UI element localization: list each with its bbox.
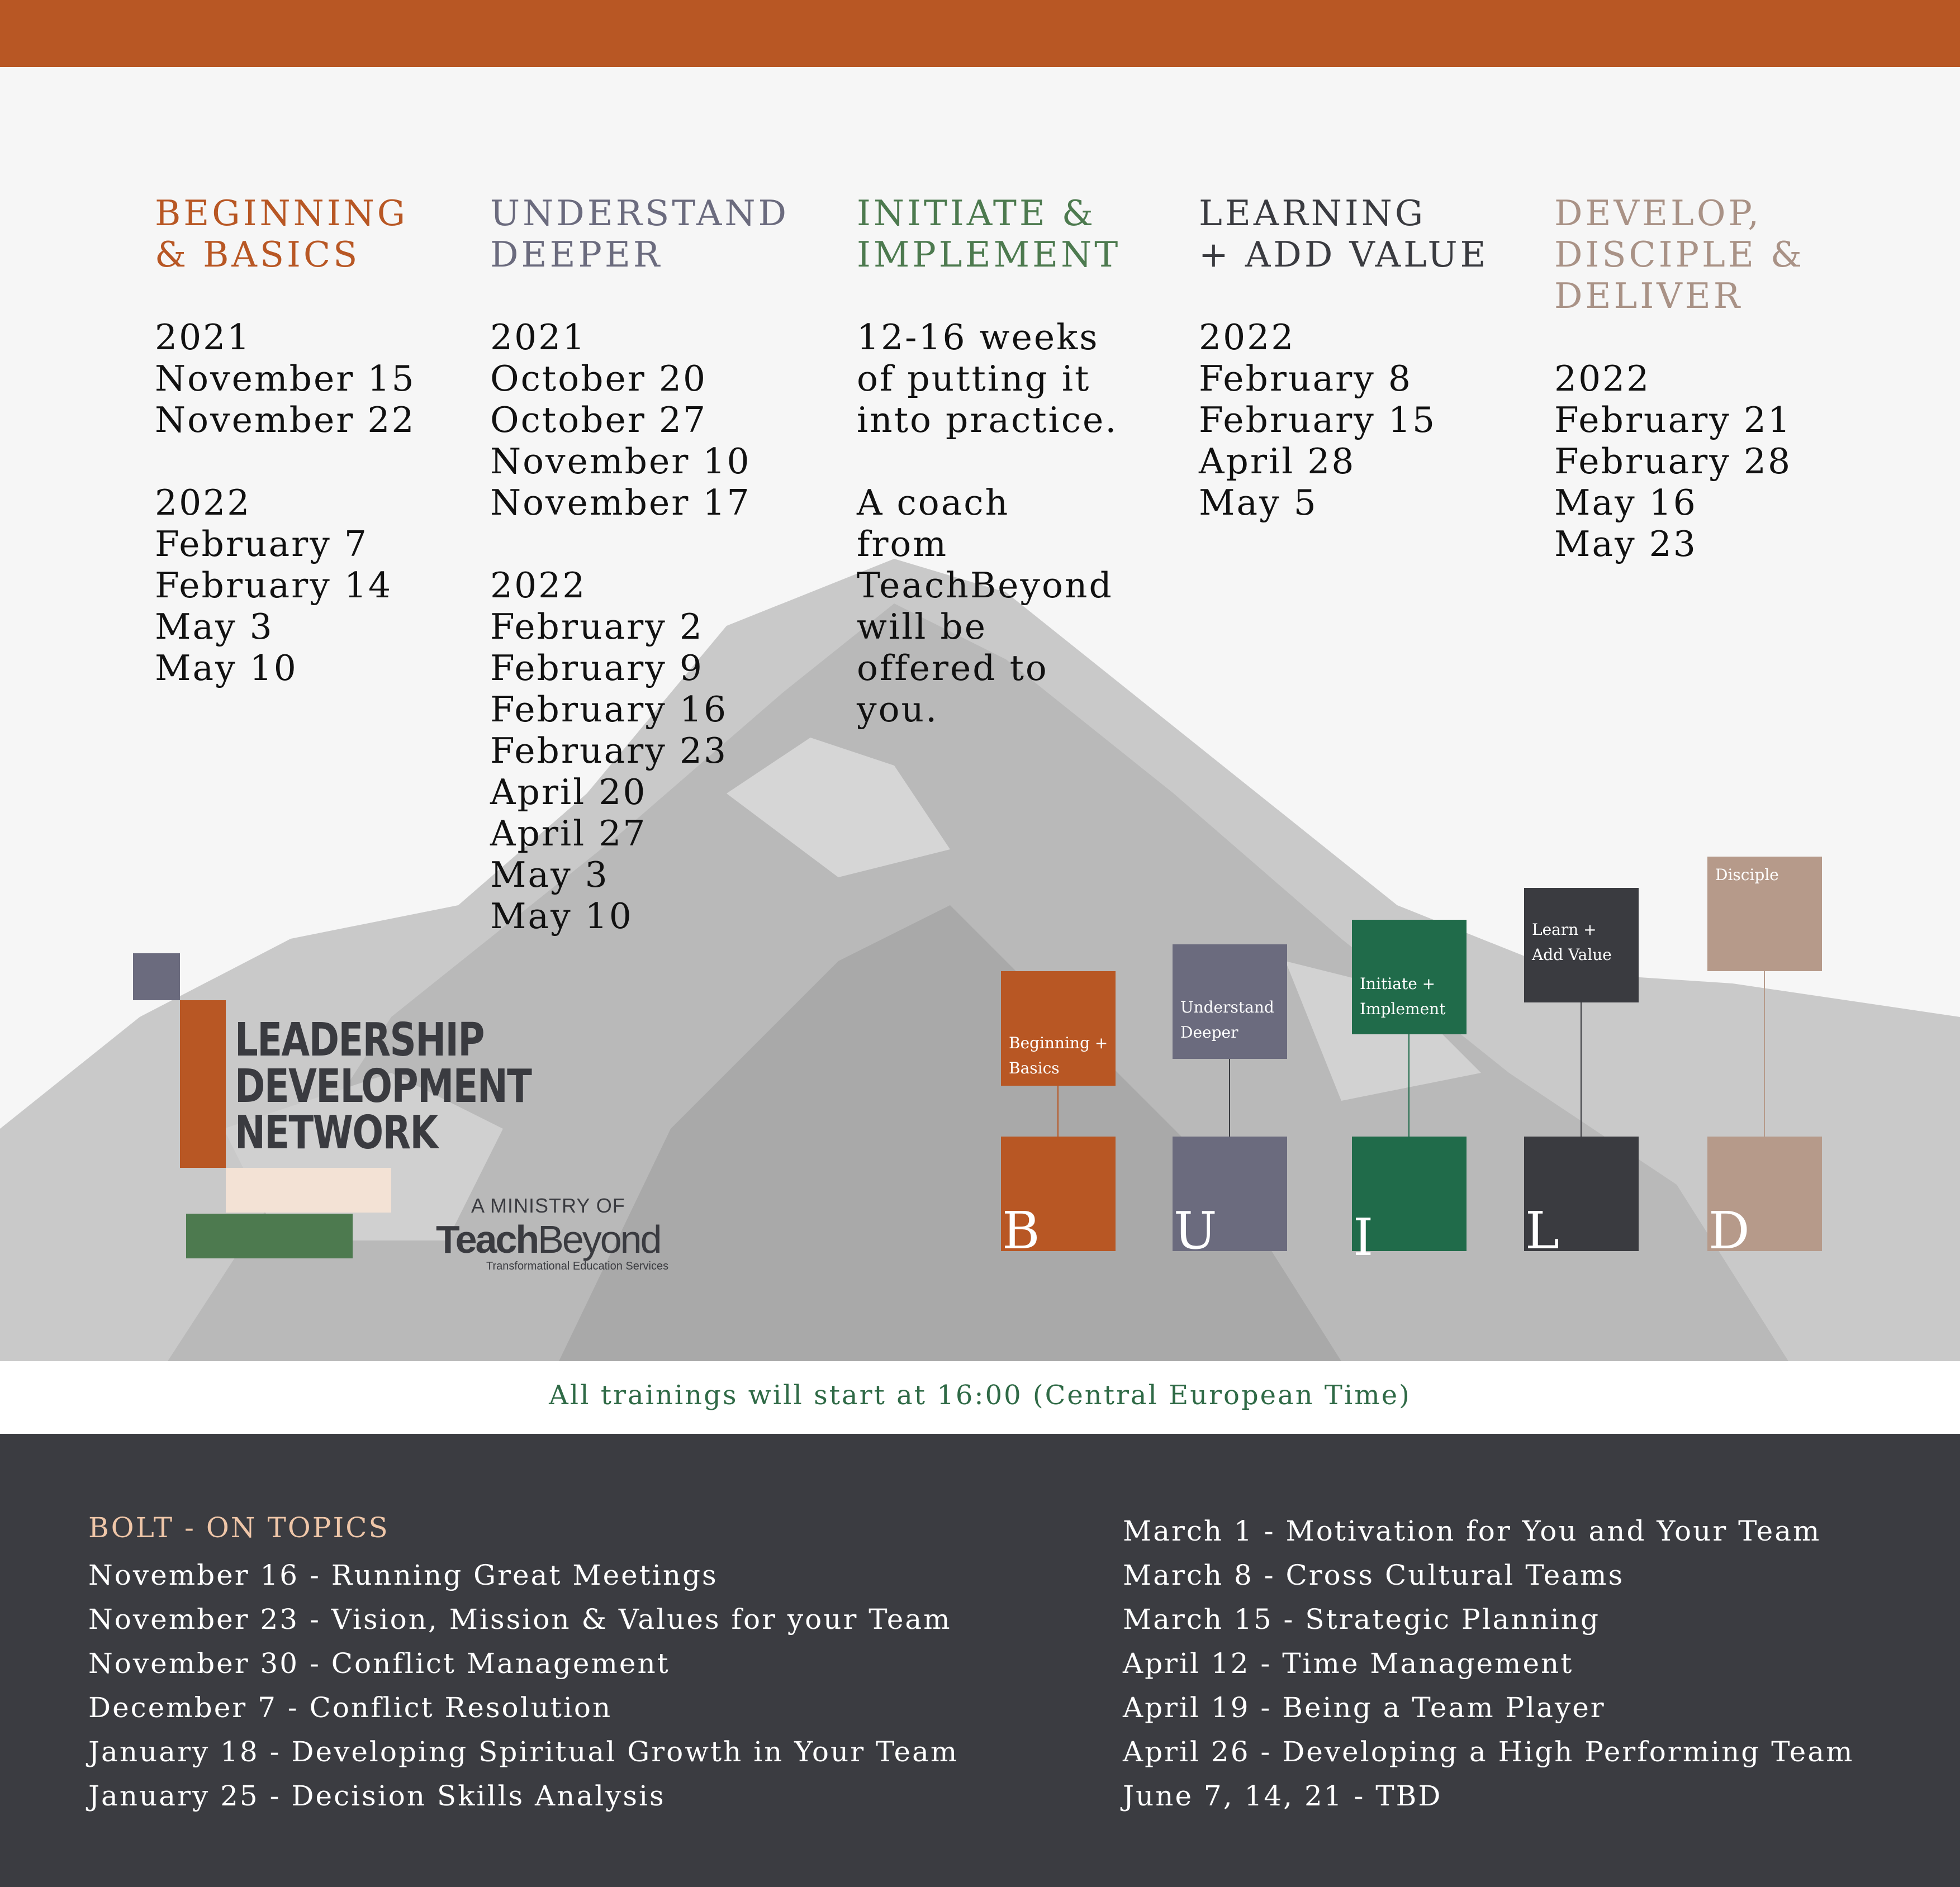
column-line: May 10 [155, 648, 298, 688]
bolt-on-topic: April 19 - Being a Team Player [1123, 1691, 1606, 1724]
column-dates [490, 317, 825, 937]
column-line: of putting it [857, 358, 1091, 399]
stage-connector [1057, 1086, 1059, 1137]
bolt-on-topic: April 26 - Developing a High Performing Team [1123, 1736, 1854, 1768]
column-line: will be [857, 606, 988, 647]
column-dates [1554, 358, 1890, 565]
column-line: May 3 [155, 606, 274, 647]
column-line: 2022 [490, 565, 587, 606]
logo-bar-green [186, 1214, 353, 1258]
bolt-on-topic: November 30 - Conflict Management [88, 1647, 670, 1680]
column-line: 12-16 weeks [857, 317, 1099, 358]
column-line: February 23 [490, 730, 728, 771]
leadership-development-network-logo: LEADERSHIP DEVELOPMENT NETWORK [235, 1014, 531, 1159]
column-line: A coach [857, 482, 1010, 523]
letter-box-b: B [1001, 1137, 1116, 1251]
column-dates [1199, 317, 1534, 524]
stage-connector [1581, 1002, 1582, 1137]
column-description [857, 317, 1192, 730]
bolt-on-title: BOLT - ON TOPICS [88, 1511, 390, 1544]
letter-box-u: U [1173, 1137, 1287, 1251]
column-line: November 17 [490, 482, 751, 523]
column-line: February 21 [1554, 400, 1792, 440]
column-line: May 3 [490, 854, 609, 895]
stage-label-box-beginning: Beginning + Basics [1001, 971, 1116, 1086]
column-line: February 8 [1199, 358, 1412, 399]
bolt-on-topic: March 1 - Motivation for You and Your Team [1123, 1515, 1821, 1547]
bolt-on-topic: November 23 - Vision, Mission & Values for your Team [88, 1603, 952, 1636]
letter-box-d: D [1707, 1137, 1822, 1251]
column-line [155, 441, 490, 482]
training-time-note: All trainings will start at 16:00 (Central European Time) [0, 1361, 1960, 1434]
bolt-on-topic: January 25 - Decision Skills Analysis [88, 1780, 666, 1812]
column-line [857, 441, 1192, 482]
column-title: INITIATE & IMPLEMENT [857, 193, 1121, 275]
column-line: November 15 [155, 358, 416, 399]
column-line: April 27 [490, 813, 647, 854]
column-line: February 14 [155, 565, 393, 606]
bolt-on-topic: June 7, 14, 21 - TBD [1123, 1780, 1442, 1812]
stage-connector [1408, 1034, 1410, 1137]
column-line: November 22 [155, 400, 416, 440]
column-understand-deeper [490, 193, 825, 937]
ministry-label: A MINISTRY OF [471, 1194, 625, 1217]
column-line: 2021 [155, 317, 251, 358]
column-line: 2022 [1554, 358, 1651, 399]
column-line: TeachBeyond [857, 565, 1113, 606]
logo-bar-orange [180, 1000, 226, 1168]
column-line: February 16 [490, 689, 728, 730]
stage-label-box-understand: Understand Deeper [1173, 944, 1287, 1059]
bolt-on-topic: April 12 - Time Management [1123, 1647, 1574, 1680]
bolt-on-topic: March 8 - Cross Cultural Teams [1123, 1559, 1625, 1591]
column-line: May 5 [1199, 482, 1318, 523]
column-line: 2021 [490, 317, 587, 358]
bolt-on-topic: November 16 - Running Great Meetings [88, 1559, 718, 1591]
stage-label-box-learn: Learn + Add Value [1524, 888, 1639, 1002]
bolt-on-topic: December 7 - Conflict Resolution [88, 1691, 613, 1724]
bolt-on-topic: March 15 - Strategic Planning [1123, 1603, 1600, 1636]
column-line: February 28 [1554, 441, 1792, 482]
column-line: from [857, 524, 948, 564]
column-initiate-implement [857, 193, 1192, 730]
letter-box-l: L [1524, 1137, 1639, 1251]
column-title: DEVELOP, DISCIPLE & DELIVER [1554, 193, 1805, 316]
column-dates [155, 317, 490, 689]
column-learning-add-value [1199, 193, 1534, 524]
stage-label-box-disciple: Disciple [1707, 857, 1822, 971]
top-accent-bar [0, 0, 1960, 67]
teachbeyond-tagline: Transformational Education Services [486, 1260, 669, 1272]
column-line: April 28 [1199, 441, 1356, 482]
column-line: 2022 [155, 482, 251, 523]
column-line: you. [857, 689, 939, 730]
stage-connector [1764, 971, 1765, 1137]
column-line: November 10 [490, 441, 751, 482]
column-line: October 20 [490, 358, 708, 399]
stage-connector [1229, 1059, 1230, 1137]
column-title: BEGINNING & BASICS [155, 193, 409, 275]
column-line: October 27 [490, 400, 708, 440]
logo-bar-peach [226, 1168, 391, 1213]
teachbeyond-logo: TeachBeyond [436, 1218, 661, 1261]
column-line: February 9 [490, 648, 704, 688]
stage-label-box-initiate: Initiate + Implement [1352, 920, 1467, 1034]
column-title: UNDERSTAND DEEPER [490, 193, 790, 275]
column-line: May 10 [490, 896, 633, 937]
column-develop-disciple-deliver [1554, 193, 1890, 565]
letter-box-i: I [1352, 1137, 1467, 1251]
column-line: May 16 [1554, 482, 1697, 523]
column-line: February 7 [155, 524, 368, 564]
column-line: into practice. [857, 400, 1118, 440]
bolt-on-topic: January 18 - Developing Spiritual Growth in Your Team [88, 1736, 959, 1768]
column-line: April 20 [490, 772, 647, 812]
column-line: offered to [857, 648, 1048, 688]
column-line [490, 524, 825, 565]
column-line: May 23 [1554, 524, 1697, 564]
column-line: February 15 [1199, 400, 1437, 440]
column-line: 2022 [1199, 317, 1295, 358]
column-beginning-basics [155, 193, 490, 689]
logo-square-slate [133, 953, 180, 1000]
column-title: LEARNING + ADD VALUE [1199, 193, 1489, 275]
column-line: February 2 [490, 606, 704, 647]
